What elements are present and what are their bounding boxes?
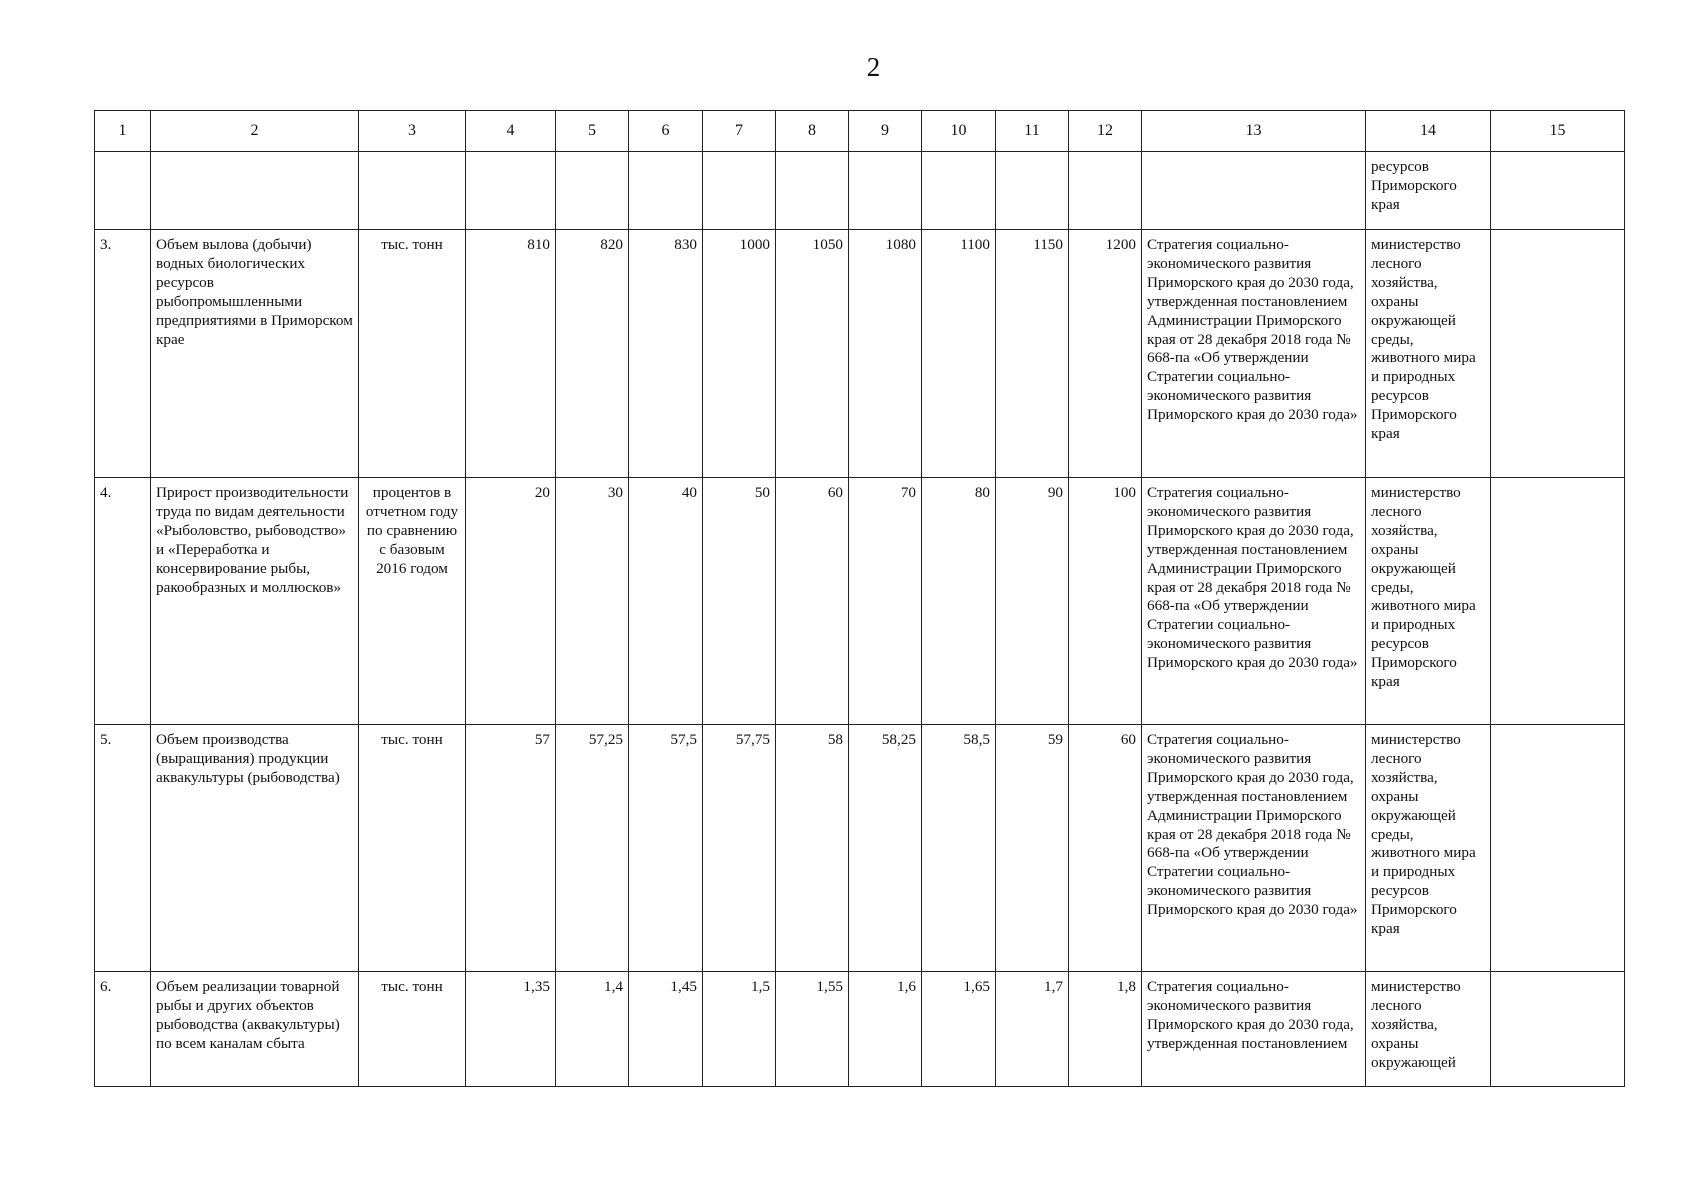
value-cell: 70 bbox=[849, 478, 922, 725]
value-cell: 59 bbox=[996, 725, 1069, 972]
value-cell: 1150 bbox=[996, 230, 1069, 478]
value-cell: 40 bbox=[629, 478, 703, 725]
column-header: 9 bbox=[849, 111, 922, 152]
table-row-continuation bbox=[95, 152, 1625, 230]
basis-cell: Стратегия социально-экономического развития Приморского края до 2030 года, утвержденная постановлением Администрации Приморского края от 28 декабря 2018 года № 668-па «Об утверждении Стратегии социально-экономического развития Приморского края до 2030 года» bbox=[1142, 478, 1366, 725]
table-header-row bbox=[95, 111, 1625, 152]
column-header: 6 bbox=[629, 111, 703, 152]
table-row bbox=[95, 478, 1625, 725]
value-cell bbox=[1069, 152, 1142, 230]
responsible-cell: ресурсов Приморского края bbox=[1366, 152, 1491, 230]
value-cell: 1,5 bbox=[703, 972, 776, 1087]
index-cell: 6. bbox=[95, 972, 151, 1087]
value-cell: 80 bbox=[922, 478, 996, 725]
unit-cell bbox=[359, 152, 466, 230]
indicator-name-cell: Объем производства (выращивания) продукции аквакультуры (рыбоводства) bbox=[151, 725, 359, 972]
value-cell: 100 bbox=[1069, 478, 1142, 725]
value-cell: 1,4 bbox=[556, 972, 629, 1087]
unit-cell: тыс. тонн bbox=[359, 972, 466, 1087]
value-cell bbox=[849, 152, 922, 230]
responsible-cell: министерство лесного хозяйства, охраны окружающей среды, животного мира и природных ресурсов Приморского края bbox=[1366, 478, 1491, 725]
value-cell: 1,45 bbox=[629, 972, 703, 1087]
value-cell: 1080 bbox=[849, 230, 922, 478]
value-cell: 90 bbox=[996, 478, 1069, 725]
column-header: 14 bbox=[1366, 111, 1491, 152]
basis-cell: Стратегия социально-экономического развития Приморского края до 2030 года, утвержденная постановлением Администрации Приморского края от 28 декабря 2018 года № 668-па «Об утверждении Стратегии социально-экономического развития Приморского края до 2030 года» bbox=[1142, 230, 1366, 478]
column-header: 2 bbox=[151, 111, 359, 152]
value-cell: 1,55 bbox=[776, 972, 849, 1087]
value-cell bbox=[629, 152, 703, 230]
value-cell: 1050 bbox=[776, 230, 849, 478]
index-cell bbox=[95, 152, 151, 230]
responsible-cell: министерство лесного хозяйства, охраны окружающей bbox=[1366, 972, 1491, 1087]
column-header: 5 bbox=[556, 111, 629, 152]
column-header: 3 bbox=[359, 111, 466, 152]
column-header: 4 bbox=[466, 111, 556, 152]
value-cell: 1,7 bbox=[996, 972, 1069, 1087]
value-cell bbox=[776, 152, 849, 230]
responsible-cell: министерство лесного хозяйства, охраны окружающей среды, животного мира и природных ресурсов Приморского края bbox=[1366, 725, 1491, 972]
value-cell: 1,65 bbox=[922, 972, 996, 1087]
unit-cell: процентов в отчетном году по сравнению с базовым 2016 годом bbox=[359, 478, 466, 725]
unit-cell: тыс. тонн bbox=[359, 230, 466, 478]
value-cell: 830 bbox=[629, 230, 703, 478]
index-cell: 4. bbox=[95, 478, 151, 725]
value-cell: 58 bbox=[776, 725, 849, 972]
column-header: 7 bbox=[703, 111, 776, 152]
page-number: 2 bbox=[866, 52, 881, 82]
index-cell: 5. bbox=[95, 725, 151, 972]
value-cell bbox=[466, 152, 556, 230]
value-cell: 820 bbox=[556, 230, 629, 478]
column-header: 11 bbox=[996, 111, 1069, 152]
basis-cell: Стратегия социально-экономического развития Приморского края до 2030 года, утвержденная постановлением Администрации Приморского края от 28 декабря 2018 года № 668-па «Об утверждении Стратегии социально-экономического развития Приморского края до 2030 года» bbox=[1142, 725, 1366, 972]
value-cell bbox=[703, 152, 776, 230]
indicator-name-cell bbox=[151, 152, 359, 230]
note-cell bbox=[1491, 152, 1625, 230]
column-header: 12 bbox=[1069, 111, 1142, 152]
value-cell: 57,5 bbox=[629, 725, 703, 972]
value-cell: 57,75 bbox=[703, 725, 776, 972]
table-row bbox=[95, 725, 1625, 972]
value-cell: 1,35 bbox=[466, 972, 556, 1087]
indicator-name-cell: Объем реализации товарной рыбы и других объектов рыбоводства (аквакультуры) по всем каналам сбыта bbox=[151, 972, 359, 1087]
value-cell: 1000 bbox=[703, 230, 776, 478]
note-cell bbox=[1491, 478, 1625, 725]
indicator-name-cell: Объем вылова (добычи) водных биологических ресурсов рыбопромышленными предприятиями в Приморском крае bbox=[151, 230, 359, 478]
indicators-table bbox=[94, 110, 1625, 1087]
value-cell: 58,25 bbox=[849, 725, 922, 972]
value-cell: 1,6 bbox=[849, 972, 922, 1087]
responsible-cell: министерство лесного хозяйства, охраны окружающей среды, животного мира и природных ресурсов Приморского края bbox=[1366, 230, 1491, 478]
value-cell bbox=[996, 152, 1069, 230]
value-cell: 810 bbox=[466, 230, 556, 478]
value-cell: 1100 bbox=[922, 230, 996, 478]
note-cell bbox=[1491, 725, 1625, 972]
value-cell: 1,8 bbox=[1069, 972, 1142, 1087]
basis-cell bbox=[1142, 152, 1366, 230]
table-row bbox=[95, 972, 1625, 1087]
value-cell: 57 bbox=[466, 725, 556, 972]
unit-cell: тыс. тонн bbox=[359, 725, 466, 972]
value-cell: 20 bbox=[466, 478, 556, 725]
value-cell: 57,25 bbox=[556, 725, 629, 972]
basis-cell: Стратегия социально-экономического развития Приморского края до 2030 года, утвержденная постановлением bbox=[1142, 972, 1366, 1087]
column-header: 10 bbox=[922, 111, 996, 152]
value-cell: 30 bbox=[556, 478, 629, 725]
value-cell bbox=[922, 152, 996, 230]
column-header: 13 bbox=[1142, 111, 1366, 152]
column-header: 15 bbox=[1491, 111, 1625, 152]
column-header: 8 bbox=[776, 111, 849, 152]
indicator-name-cell: Прирост производительности труда по видам деятельности «Рыболовство, рыбоводство» и «Переработка и консервирование рыбы, ракообразных и моллюсков» bbox=[151, 478, 359, 725]
value-cell: 58,5 bbox=[922, 725, 996, 972]
value-cell: 1200 bbox=[1069, 230, 1142, 478]
note-cell bbox=[1491, 972, 1625, 1087]
value-cell bbox=[556, 152, 629, 230]
value-cell: 60 bbox=[1069, 725, 1142, 972]
column-header: 1 bbox=[95, 111, 151, 152]
value-cell: 60 bbox=[776, 478, 849, 725]
table-row bbox=[95, 230, 1625, 478]
index-cell: 3. bbox=[95, 230, 151, 478]
note-cell bbox=[1491, 230, 1625, 478]
value-cell: 50 bbox=[703, 478, 776, 725]
